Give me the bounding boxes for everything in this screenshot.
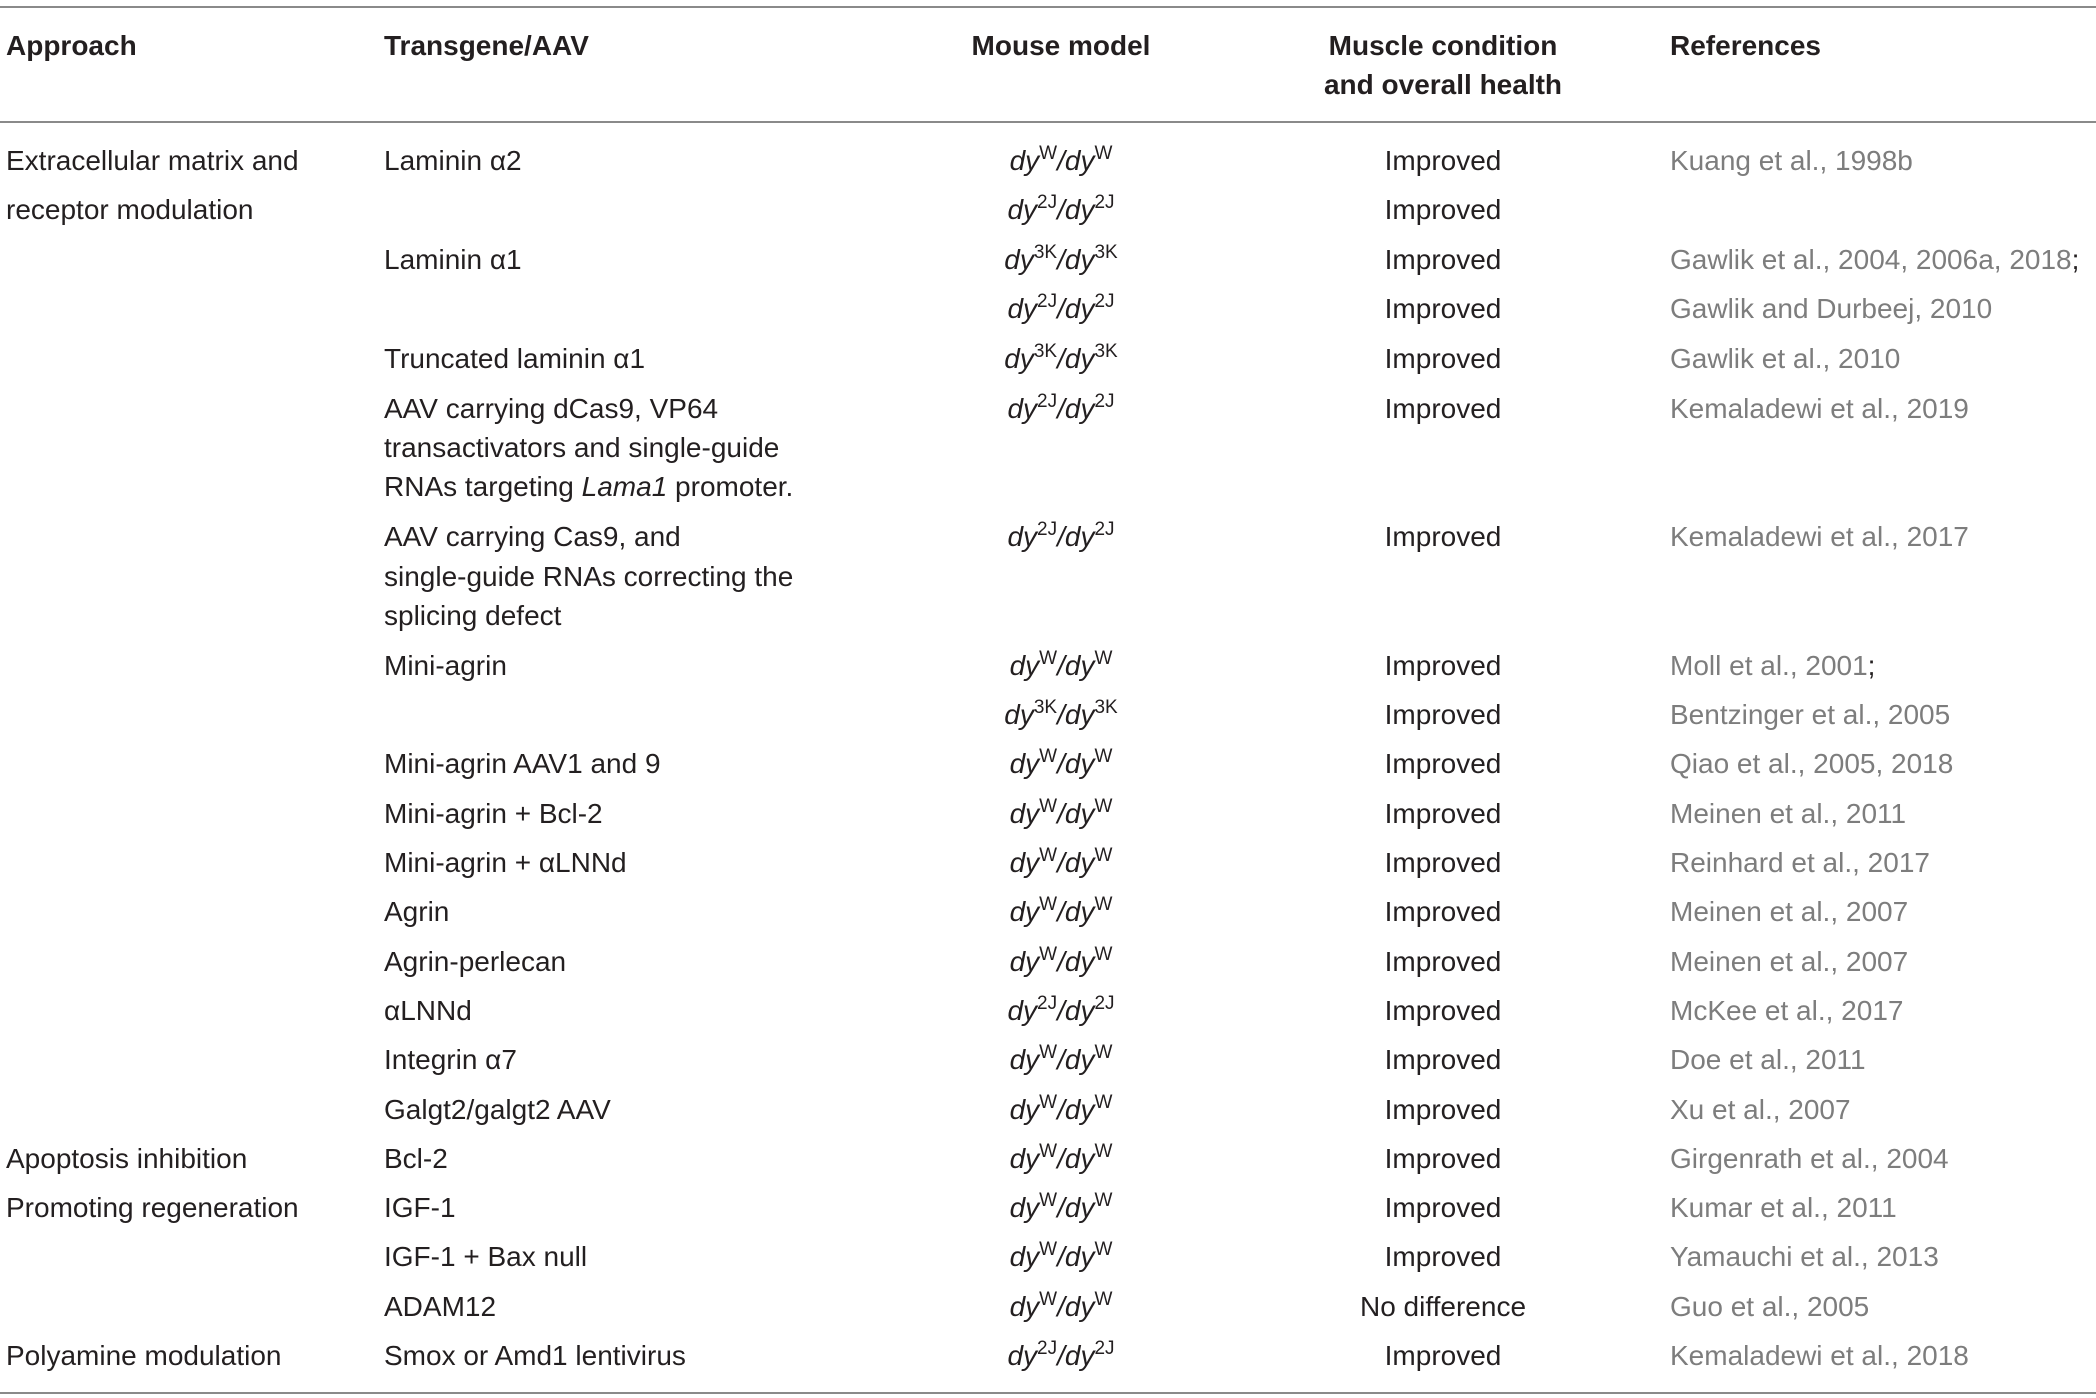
mouse-allele: dy — [1064, 1143, 1095, 1174]
mouse-allele-superscript: 3K — [1033, 241, 1058, 263]
mouse-allele-superscript: W — [1094, 745, 1113, 767]
mouse-allele-superscript: W — [1094, 1238, 1113, 1260]
reference-cell — [1670, 695, 1950, 735]
mouse-allele-superscript: W — [1039, 647, 1058, 669]
transgene-cell — [384, 557, 793, 597]
mouse-allele: dy — [1009, 896, 1040, 927]
reference-cell — [1670, 794, 1906, 834]
mouse-allele: dy — [1064, 1094, 1095, 1125]
mouse-allele-superscript: 2J — [1094, 191, 1115, 213]
transgene-cell — [384, 1287, 496, 1327]
mouse-model-slash: / — [1057, 699, 1065, 730]
transgene-text: Truncated laminin α1 — [384, 343, 646, 374]
header-transgene-aav: Transgene/AAV — [384, 30, 589, 61]
approach-cell: Promoting regeneration — [6, 1192, 299, 1223]
reference-cell — [1670, 389, 1969, 429]
transgene-cell — [384, 517, 681, 557]
mouse-allele-superscript: 3K — [1033, 696, 1058, 718]
muscle-condition-cell: Improved — [1384, 896, 1502, 927]
muscle-condition-cell: Improved — [1384, 1241, 1502, 1272]
transgene-cell — [384, 1139, 448, 1179]
mouse-model-cell — [958, 1188, 1164, 1228]
mouse-model-cell — [958, 339, 1164, 379]
mouse-allele-superscript: W — [1039, 893, 1058, 915]
transgene-text: Galgt2/galgt2 AAV — [384, 1094, 611, 1125]
reference-cell — [1670, 289, 1992, 329]
mouse-allele-superscript: 2J — [1094, 992, 1115, 1014]
transgene-cell — [384, 389, 718, 429]
mouse-allele: dy — [1004, 699, 1034, 730]
transgene-cell — [384, 744, 661, 784]
table-top-rule — [0, 6, 2096, 8]
mouse-model-slash: / — [1057, 1291, 1065, 1322]
reference-link[interactable]: Meinen et al., 2011 — [1670, 798, 1907, 829]
mouse-allele: dy — [1009, 650, 1040, 681]
muscle-condition-cell: Improved — [1384, 1340, 1502, 1371]
mouse-allele-superscript: 2J — [1094, 290, 1115, 312]
mouse-model-slash: / — [1057, 1044, 1065, 1075]
mouse-model-cell — [958, 843, 1164, 883]
mouse-allele-superscript: 2J — [1094, 390, 1115, 412]
mouse-model-slash: / — [1057, 343, 1065, 374]
mouse-allele-superscript: W — [1094, 795, 1113, 817]
mouse-allele: dy — [1064, 748, 1095, 779]
transgene-cell — [384, 240, 522, 280]
transgene-cell — [384, 991, 472, 1031]
reference-cell — [1670, 1090, 1851, 1130]
reference-link[interactable]: Doe et al., 2011 — [1670, 1044, 1866, 1075]
mouse-allele: dy — [1009, 946, 1040, 977]
reference-link[interactable]: Girgenrath et al., 2004 — [1670, 1143, 1949, 1174]
reference-link[interactable]: Kemaladewi et al., 2017 — [1670, 521, 1969, 552]
transgene-cell — [384, 1090, 611, 1130]
muscle-condition-cell: Improved — [1384, 145, 1502, 176]
transgene-cell — [384, 596, 561, 636]
mouse-allele-superscript: W — [1094, 1041, 1113, 1063]
mouse-allele: dy — [1009, 798, 1040, 829]
muscle-condition-cell: Improved — [1384, 1192, 1502, 1223]
mouse-allele-superscript: W — [1039, 844, 1058, 866]
mouse-allele: dy — [1064, 896, 1095, 927]
mouse-allele: dy — [1004, 244, 1034, 275]
transgene-cell — [384, 141, 522, 181]
mouse-allele: dy — [1064, 293, 1095, 324]
transgene-cell — [384, 339, 645, 379]
reference-link[interactable]: Reinhard et al., 2017 — [1670, 847, 1930, 878]
transgene-text: Laminin α1 — [384, 244, 522, 275]
mouse-model-cell — [958, 744, 1164, 784]
mouse-allele: dy — [1064, 1192, 1095, 1223]
header-muscle-condition: Muscle condition and overall health — [1323, 30, 1563, 100]
mouse-model-slash: / — [1057, 1241, 1065, 1272]
reference-cell — [1670, 1040, 1866, 1080]
mouse-allele: dy — [1064, 393, 1095, 424]
muscle-condition-cell: Improved — [1384, 1143, 1502, 1174]
muscle-condition-cell: Improved — [1384, 995, 1502, 1026]
reference-separator: ; — [1867, 650, 1876, 681]
mouse-allele: dy — [1064, 650, 1095, 681]
mouse-model-slash: / — [1057, 1143, 1065, 1174]
reference-cell — [1670, 1139, 1949, 1179]
transgene-text: transactivators and single-guide — [384, 432, 780, 463]
mouse-model-slash: / — [1057, 946, 1065, 977]
mouse-allele-superscript: W — [1094, 1189, 1113, 1211]
mouse-allele: dy — [1064, 244, 1095, 275]
transgene-text-suffix: promoter. — [667, 471, 794, 502]
mouse-model-cell — [958, 1040, 1164, 1080]
transgene-cell — [384, 1237, 587, 1277]
reference-link[interactable]: Kemaladewi et al., 2018 — [1670, 1340, 1969, 1371]
transgene-cell — [384, 1336, 686, 1376]
mouse-allele-superscript: 3K — [1094, 696, 1118, 718]
mouse-allele-superscript: W — [1094, 647, 1113, 669]
muscle-condition-cell: Improved — [1384, 521, 1502, 552]
mouse-allele-superscript: W — [1039, 142, 1058, 164]
mouse-allele: dy — [1009, 1192, 1040, 1223]
transgene-text: AAV carrying dCas9, VP64 — [384, 393, 719, 424]
reference-cell — [1670, 1188, 1897, 1228]
reference-link[interactable]: Gawlik et al., 2010 — [1670, 343, 1901, 374]
mouse-allele-superscript: 3K — [1094, 241, 1118, 263]
mouse-allele: dy — [1009, 847, 1040, 878]
muscle-condition-cell: Improved — [1384, 393, 1502, 424]
transgene-text: RNAs targeting — [384, 471, 574, 502]
mouse-allele: dy — [1009, 1044, 1040, 1075]
mouse-allele: dy — [1064, 699, 1095, 730]
mouse-model-cell — [958, 892, 1164, 932]
mouse-allele: dy — [1007, 393, 1038, 424]
header-approach: Approach — [6, 30, 137, 61]
reference-cell — [1670, 892, 1908, 932]
mouse-model-slash: / — [1057, 244, 1065, 275]
transgene-text: IGF-1 — [384, 1192, 456, 1223]
reference-link[interactable]: Gawlik et al., 2004, 2006a, 2018 — [1670, 244, 2072, 275]
mouse-allele-superscript: W — [1094, 943, 1113, 965]
reference-separator: ; — [2071, 244, 2080, 275]
mouse-allele: dy — [1064, 1291, 1095, 1322]
approach-cell: Extracellular matrix and — [6, 145, 299, 176]
mouse-allele-superscript: W — [1039, 1189, 1058, 1211]
reference-cell — [1670, 942, 1908, 982]
mouse-allele-superscript: 3K — [1033, 340, 1058, 362]
mouse-model-cell — [958, 289, 1164, 329]
transgene-text: AAV carrying Cas9, and — [384, 521, 681, 552]
mouse-model-slash: / — [1057, 995, 1065, 1026]
transgene-cell — [384, 467, 793, 507]
mouse-allele-superscript: 2J — [1094, 518, 1115, 540]
mouse-allele: dy — [1007, 995, 1038, 1026]
muscle-condition-cell: Improved — [1384, 650, 1502, 681]
mouse-allele-superscript: 2J — [1037, 390, 1058, 412]
transgene-text: Mini-agrin + Bcl-2 — [384, 798, 603, 829]
mouse-allele: dy — [1009, 145, 1040, 176]
reference-cell — [1670, 141, 1913, 181]
mouse-allele: dy — [1064, 521, 1095, 552]
transgene-text: αLNNd — [384, 995, 472, 1026]
reference-link[interactable]: Qiao et al., 2005, 2018 — [1670, 748, 1954, 779]
mouse-model-slash: / — [1057, 194, 1065, 225]
mouse-model-cell — [958, 1287, 1164, 1327]
mouse-model-slash: / — [1057, 1192, 1065, 1223]
mouse-allele: dy — [1064, 145, 1095, 176]
transgene-text: Agrin — [384, 896, 450, 927]
mouse-model-slash: / — [1057, 798, 1065, 829]
mouse-allele-superscript: 3K — [1094, 340, 1118, 362]
mouse-model-cell — [958, 141, 1164, 181]
reference-link[interactable]: McKee et al., 2017 — [1670, 995, 1904, 1026]
mouse-model-cell — [958, 1237, 1164, 1277]
transgene-text: Integrin α7 — [384, 1044, 517, 1075]
reference-cell — [1670, 1237, 1939, 1277]
mouse-allele-superscript: W — [1094, 1288, 1113, 1310]
muscle-condition-cell: Improved — [1384, 293, 1502, 324]
mouse-allele: dy — [1064, 946, 1095, 977]
reference-cell — [1670, 991, 1903, 1031]
muscle-condition-cell: Improved — [1384, 194, 1502, 225]
mouse-allele-superscript: W — [1039, 1041, 1058, 1063]
mouse-allele: dy — [1064, 1241, 1095, 1272]
mouse-allele: dy — [1007, 194, 1038, 225]
mouse-allele-superscript: 2J — [1094, 1337, 1115, 1359]
mouse-model-slash: / — [1057, 521, 1065, 552]
mouse-allele-superscript: W — [1039, 943, 1058, 965]
mouse-allele: dy — [1007, 521, 1038, 552]
mouse-model-cell — [958, 991, 1164, 1031]
transgene-cell — [384, 942, 566, 982]
reference-cell — [1670, 1287, 1869, 1327]
reference-link[interactable]: Gawlik and Durbeej, 2010 — [1670, 293, 1993, 324]
mouse-model-slash: / — [1057, 1094, 1065, 1125]
mouse-model-cell — [958, 1090, 1164, 1130]
transgene-cell — [384, 892, 449, 932]
transgene-text: IGF-1 + Bax null — [384, 1241, 588, 1272]
muscle-condition-cell: No difference — [1359, 1291, 1527, 1322]
mouse-model-cell — [958, 240, 1164, 280]
mouse-allele: dy — [1004, 343, 1034, 374]
approach-cell: Polyamine modulation — [6, 1340, 282, 1371]
transgene-text: Laminin α2 — [384, 145, 522, 176]
reference-cell — [1670, 339, 1900, 379]
reference-link[interactable]: Bentzinger et al., 2005 — [1670, 699, 1951, 730]
mouse-allele: dy — [1009, 1143, 1040, 1174]
mouse-allele-superscript: W — [1039, 1288, 1058, 1310]
transgene-cell — [384, 794, 603, 834]
reference-cell — [1670, 646, 1875, 686]
mouse-model-cell — [958, 517, 1164, 557]
mouse-model-slash: / — [1057, 1340, 1065, 1371]
reference-cell — [1670, 1336, 1969, 1376]
mouse-allele-superscript: W — [1094, 893, 1113, 915]
transgene-text: Mini-agrin + αLNNd — [384, 847, 627, 878]
mouse-allele: dy — [1064, 1044, 1095, 1075]
reference-link[interactable]: Yamauchi et al., 2013 — [1670, 1241, 1939, 1272]
header-mouse-model: Mouse model — [971, 30, 1151, 61]
approach-cell: receptor modulation — [6, 194, 254, 225]
mouse-allele: dy — [1009, 748, 1040, 779]
mouse-model-slash: / — [1057, 896, 1065, 927]
transgene-cell — [384, 428, 779, 468]
mouse-model-slash: / — [1057, 847, 1065, 878]
muscle-condition-cell: Improved — [1384, 798, 1502, 829]
mouse-model-slash: / — [1057, 650, 1065, 681]
reference-cell — [1670, 744, 1953, 784]
mouse-allele-superscript: 2J — [1037, 290, 1058, 312]
mouse-allele: dy — [1009, 1291, 1040, 1322]
mouse-allele-superscript: W — [1094, 1091, 1113, 1113]
approach-cell: Apoptosis inhibition — [6, 1143, 248, 1174]
transgene-text: Mini-agrin — [384, 650, 507, 681]
reference-link[interactable]: Meinen et al., 2007 — [1670, 946, 1909, 977]
mouse-allele: dy — [1009, 1241, 1040, 1272]
reference-link[interactable]: Kuang et al., 1998b — [1670, 145, 1913, 176]
reference-link[interactable]: Meinen et al., 2007 — [1670, 896, 1909, 927]
mouse-model-cell — [958, 1139, 1164, 1179]
muscle-condition-cell: Improved — [1384, 1094, 1502, 1125]
transgene-text: splicing defect — [384, 600, 562, 631]
mouse-model-slash: / — [1057, 293, 1065, 324]
transgene-gene-name: Lama1 — [581, 471, 668, 502]
reference-cell — [1670, 843, 1930, 883]
mouse-allele: dy — [1007, 293, 1038, 324]
mouse-allele-superscript: 2J — [1037, 992, 1058, 1014]
mouse-model-cell — [958, 695, 1164, 735]
mouse-allele: dy — [1064, 343, 1095, 374]
mouse-model-cell — [958, 389, 1164, 429]
mouse-allele-superscript: 2J — [1037, 518, 1058, 540]
mouse-allele-superscript: W — [1094, 142, 1113, 164]
muscle-condition-cell: Improved — [1384, 946, 1502, 977]
transgene-cell — [384, 1040, 517, 1080]
reference-cell — [1670, 517, 1969, 557]
mouse-allele: dy — [1007, 1340, 1038, 1371]
transgene-text: Agrin-perlecan — [384, 946, 567, 977]
mouse-allele-superscript: W — [1039, 745, 1058, 767]
mouse-allele-superscript: W — [1039, 1140, 1058, 1162]
reference-link[interactable]: Moll et al., 2001 — [1670, 650, 1868, 681]
mouse-allele: dy — [1064, 995, 1095, 1026]
mouse-model-cell — [958, 794, 1164, 834]
mouse-model-cell — [958, 646, 1164, 686]
transgene-text: Smox or Amd1 lentivirus — [384, 1340, 686, 1371]
header-references: References — [1670, 30, 1821, 61]
muscle-condition-cell: Improved — [1384, 343, 1502, 374]
muscle-condition-cell: Improved — [1384, 748, 1502, 779]
muscle-condition-cell: Improved — [1384, 244, 1502, 275]
mouse-allele: dy — [1064, 1340, 1095, 1371]
mouse-model-cell — [958, 942, 1164, 982]
mouse-allele: dy — [1064, 194, 1095, 225]
table-bottom-rule — [0, 1392, 2096, 1394]
reference-link[interactable]: Kemaladewi et al., 2019 — [1670, 393, 1969, 424]
mouse-allele-superscript: W — [1094, 844, 1113, 866]
reference-cell — [1670, 240, 2079, 280]
mouse-model-slash: / — [1057, 145, 1065, 176]
mouse-model-slash: / — [1057, 748, 1065, 779]
mouse-allele-superscript: W — [1039, 1238, 1058, 1260]
mouse-model-cell — [958, 1336, 1164, 1376]
table-header-rule — [0, 121, 2096, 123]
mouse-allele-superscript: W — [1039, 795, 1058, 817]
transgene-text: single-guide RNAs correcting the — [384, 561, 794, 592]
mouse-allele-superscript: W — [1039, 1091, 1058, 1113]
mouse-allele-superscript: 2J — [1037, 191, 1058, 213]
muscle-condition-cell: Improved — [1384, 847, 1502, 878]
transgene-text: Mini-agrin AAV1 and 9 — [384, 748, 661, 779]
transgene-cell — [384, 843, 627, 883]
muscle-condition-cell: Improved — [1384, 699, 1502, 730]
transgene-cell — [384, 1188, 456, 1228]
transgene-text: Bcl-2 — [384, 1143, 448, 1174]
mouse-model-slash: / — [1057, 393, 1065, 424]
reference-link[interactable]: Guo et al., 2005 — [1670, 1291, 1870, 1322]
mouse-model-cell — [958, 190, 1164, 230]
transgene-text: ADAM12 — [384, 1291, 497, 1322]
mouse-allele: dy — [1064, 847, 1095, 878]
mouse-allele-superscript: W — [1094, 1140, 1113, 1162]
muscle-condition-cell: Improved — [1384, 1044, 1502, 1075]
mouse-allele: dy — [1064, 798, 1095, 829]
reference-link[interactable]: Xu et al., 2007 — [1670, 1094, 1851, 1125]
mouse-allele: dy — [1009, 1094, 1040, 1125]
transgene-cell — [384, 646, 507, 686]
mouse-allele-superscript: 2J — [1037, 1337, 1058, 1359]
reference-link[interactable]: Kumar et al., 2011 — [1670, 1192, 1897, 1223]
